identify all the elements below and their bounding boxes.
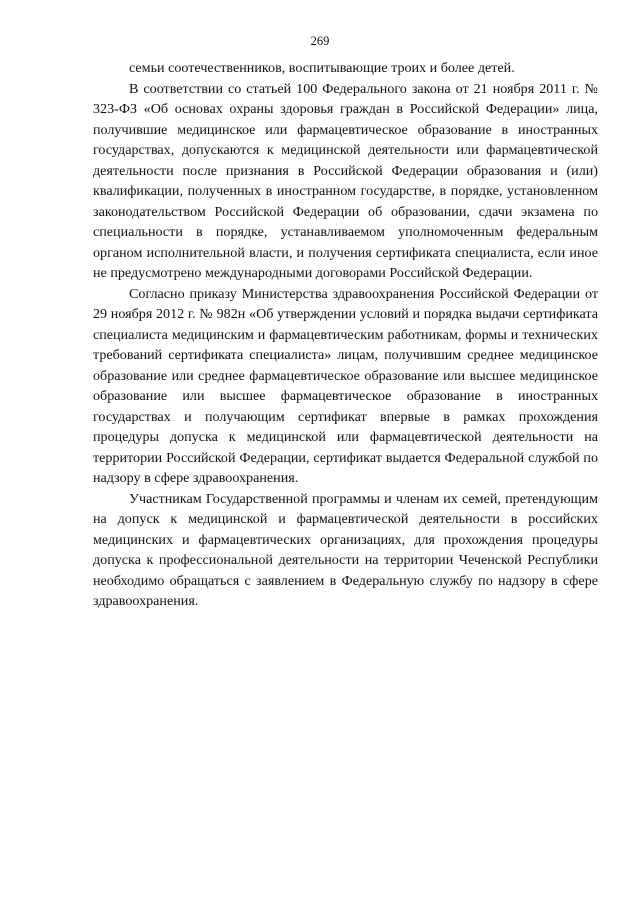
paragraph-federal-law-323: В соответствии со статьей 100 Федерального закона от 21 ноября 2011 г. № 323-ФЗ «Об основах охраны здоровья граждан в Российской Федерации» лица, получившие медицинское или фармацевтическое образование в иностранных государствах, допускаются к медицинской деятельности или фармацевтической деятельности после признания в Российской Федерации образования и (или) квалификации, полученных в иностранном государстве, в порядке, установленном законодательством Российской Федерации об образовании, сдачи экзамена по специальности в порядке, устанавливаемом уполномоченным федеральным органом исполнительной власти, и получения сертификата специалиста, если иное не предусмотрено международными договорами Российской Федерации. [93,80,598,281]
paragraph-program-participants: Участникам Государственной программы и членам их семей, претендующим на допуск к медицинской и фармацевтической деятельности в российских медицинских и фармацевтических организациях, для прохождения процедуры допуска к профессиональной деятельности на территории Чеченской Республики необходимо обращаться с заявлением в Федеральную службу по надзору в сфере здравоохранения. [93,490,598,609]
page-number: 269 [310,34,330,48]
paragraph-continuation: семьи соотечественников, воспитывающие троих и более детей. [129,60,515,76]
paragraph-order-982n: Согласно приказу Министерства здравоохранения Российской Федерации от 29 ноября 2012 г. № 982н «Об утверждении условий и порядка выдачи сертификата специалиста медицинским и фармацевтическим работникам, формы и технических требований сертификата специалиста» лицам, получившим среднее медицинское образование или среднее фармацевтическое образование или высшее медицинское образование или высшее фармацевтическое образование в иностранных государствах и получающим сертификат впервые в рамках прохождения процедуры допуска к медицинской или фармацевтической деятельности на территории Российской Федерации, сертификат выдается Федеральной службой по надзору в сфере здравоохранения. [93,285,598,486]
document-body [93,58,598,612]
